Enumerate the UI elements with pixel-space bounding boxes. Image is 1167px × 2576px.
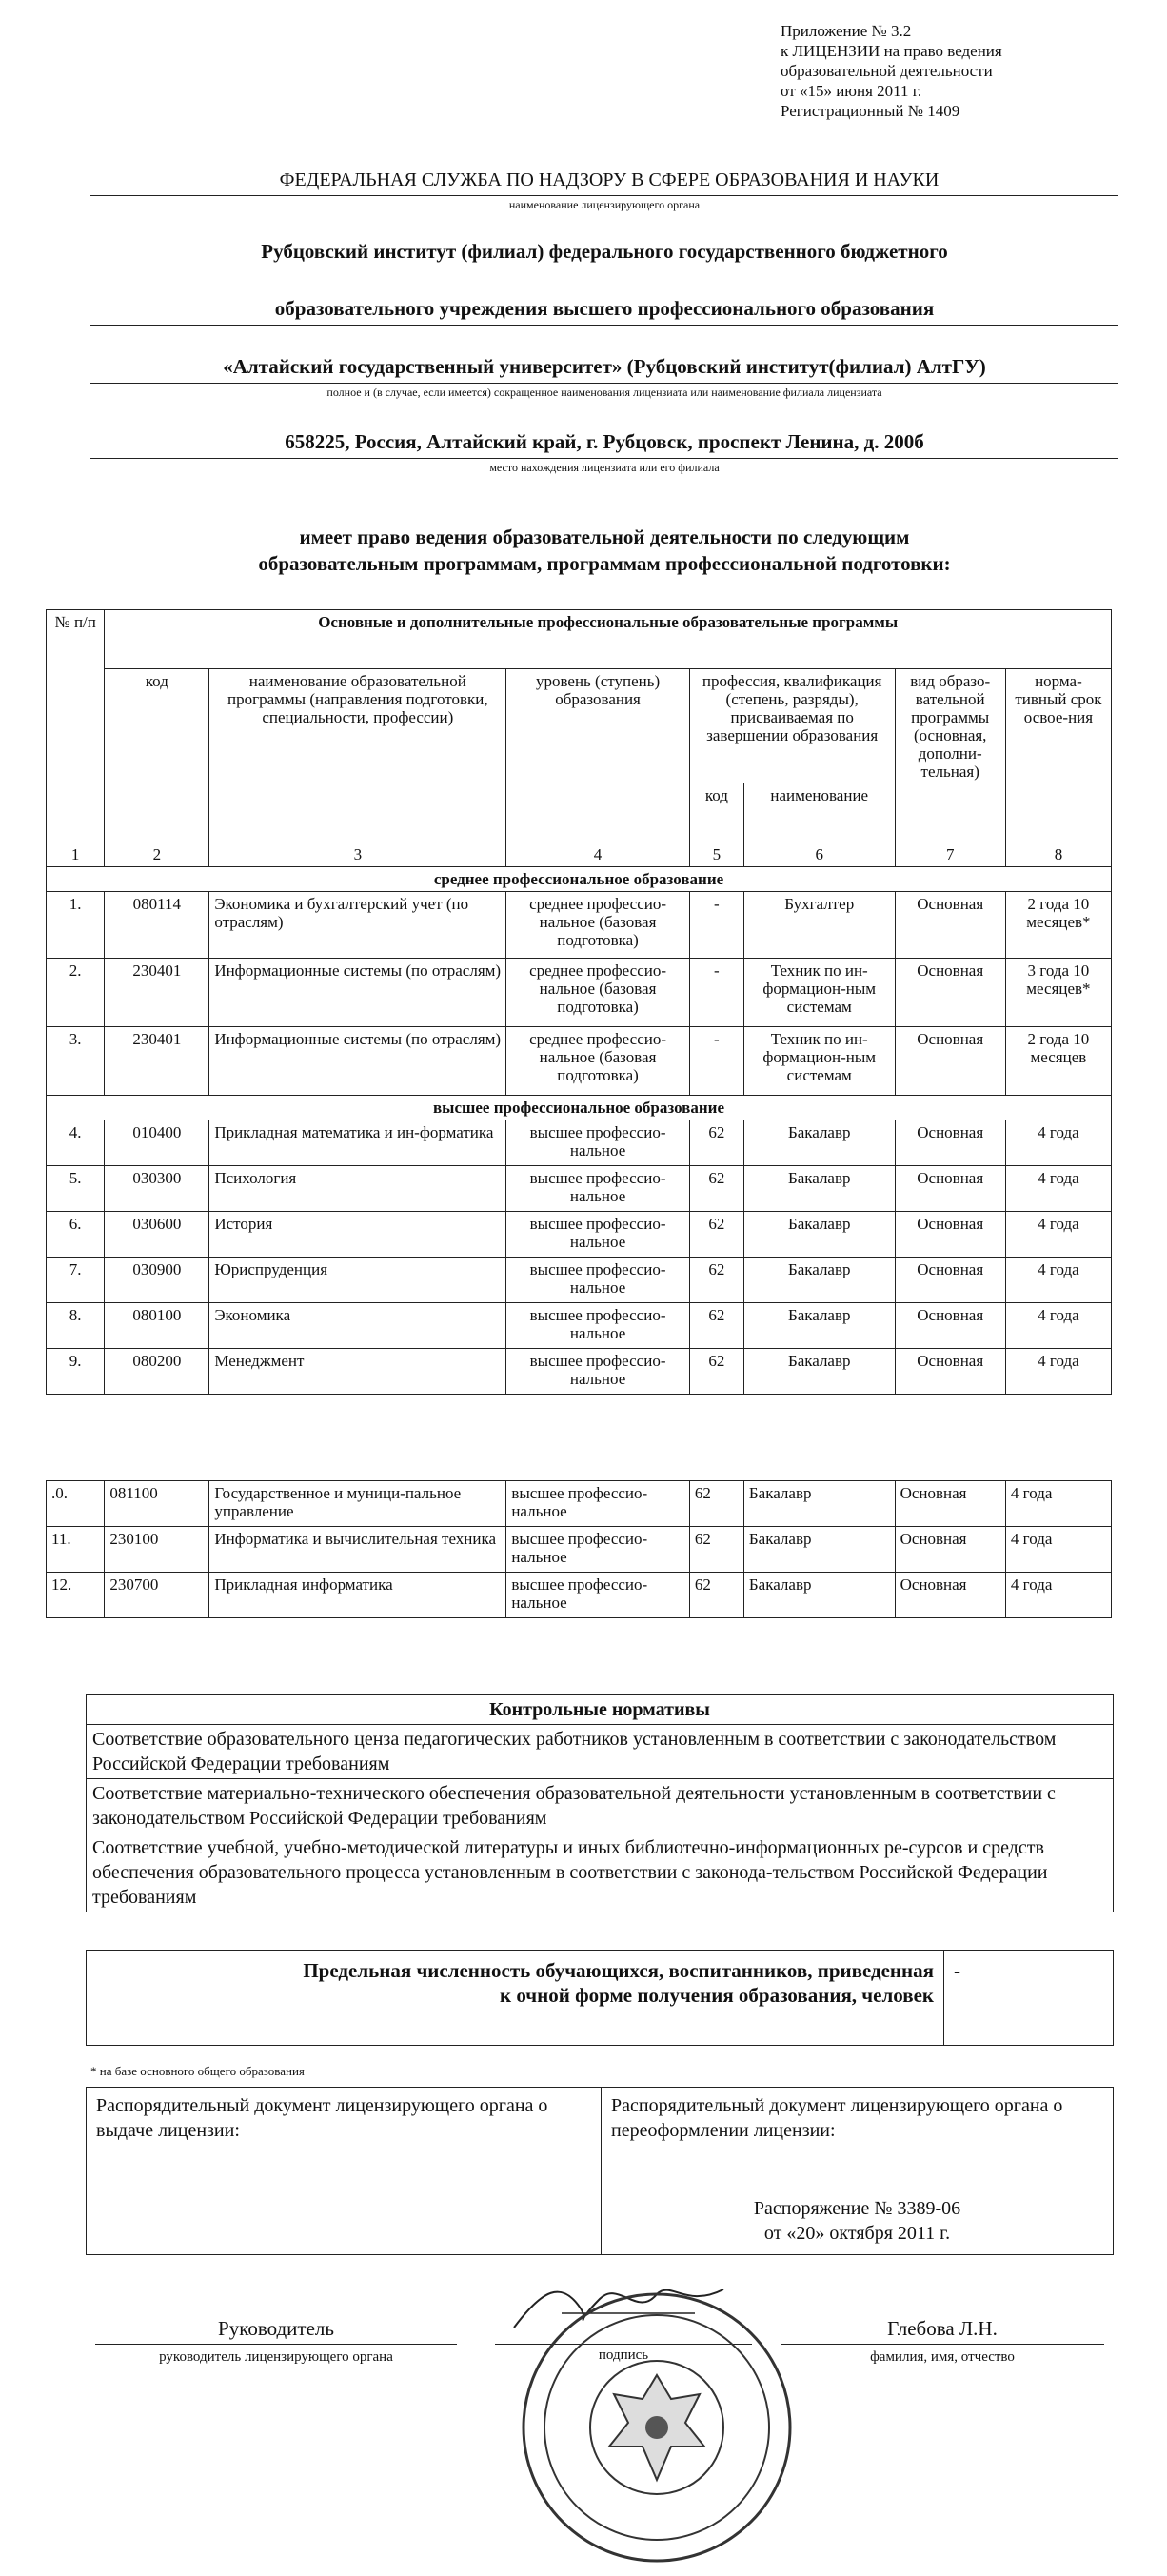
- table-row: [47, 1349, 1112, 1395]
- appendix-line: образовательной деятельности: [781, 62, 993, 80]
- row-term: 2 года 10 месяцев*: [1005, 892, 1111, 959]
- row-qname: Бакалавр: [743, 1481, 895, 1527]
- name-caption: фамилия, имя, отчество: [870, 2349, 1015, 2365]
- row-name: Информатика и вычислительная техника: [209, 1527, 506, 1573]
- order-reissue-date: от «20» октября 2011 г.: [763, 2223, 951, 2244]
- appendix-line: от «15» июня 2011 г.: [781, 82, 922, 100]
- row-number: .0.: [47, 1481, 105, 1527]
- row-name: Прикладная информатика: [209, 1573, 506, 1618]
- row-name: Экономика: [209, 1303, 506, 1349]
- col-number: 7: [895, 842, 1005, 867]
- row-qname: Бакалавр: [743, 1349, 895, 1395]
- row-level: высшее профессио-нальное: [506, 1573, 689, 1618]
- row-level: высшее профессио-нальное: [506, 1212, 689, 1258]
- rule: [90, 458, 1118, 459]
- footnote: * на базе основного общего образования: [90, 2064, 305, 2078]
- row-term: 4 года: [1005, 1258, 1111, 1303]
- limit-label-line: Предельная численность обучающихся, воспитанников, приведенная: [303, 1959, 934, 1982]
- row-term: 4 года: [1005, 1481, 1111, 1527]
- row-qcode: 62: [689, 1573, 743, 1618]
- row-level: высшее профессио-нальное: [506, 1303, 689, 1349]
- appendix-line: к ЛИЦЕНЗИИ на право ведения: [781, 42, 1002, 60]
- row-term: 4 года: [1005, 1212, 1111, 1258]
- table-row: [47, 1481, 1112, 1527]
- licensee-line-2: образовательного учреждения высшего профессионального образования: [274, 297, 935, 320]
- row-code: 010400: [105, 1120, 209, 1166]
- row-kind: Основная: [895, 1349, 1005, 1395]
- table-row: [47, 1258, 1112, 1303]
- row-number: 4.: [47, 1120, 105, 1166]
- section-heading: среднее профессиональное образование: [47, 867, 1112, 892]
- row-qcode: -: [689, 959, 743, 1027]
- table-row: [47, 1527, 1112, 1573]
- limit-label: [87, 1951, 944, 2046]
- programs-table-continued: [46, 1480, 1112, 1618]
- control-item: Соответствие материально-технического обеспечения образовательной деятельности установленным в соответствии с законодательством Российской Федерации требованиям: [87, 1779, 1114, 1833]
- col-number: 6: [743, 842, 895, 867]
- row-level: высшее профессио-нальное: [506, 1481, 689, 1527]
- row-qname: Техник по ин-формацион-ным системам: [743, 959, 895, 1027]
- table-row: [47, 1303, 1112, 1349]
- rule: [90, 325, 1118, 326]
- rule: [90, 195, 1118, 196]
- section-heading: высшее профессиональное образование: [47, 1096, 1112, 1120]
- row-term: 2 года 10 месяцев: [1005, 1027, 1111, 1096]
- signature-caption: подпись: [598, 2348, 649, 2363]
- row-qcode: -: [689, 1027, 743, 1096]
- row-qname: Бакалавр: [743, 1303, 895, 1349]
- row-kind: Основная: [895, 1120, 1005, 1166]
- row-kind: Основная: [895, 1166, 1005, 1212]
- header-kind: вид образо-вательной программы (основная, дополни-тельная): [895, 669, 1005, 842]
- row-qcode: 62: [689, 1212, 743, 1258]
- row-qname: Бухгалтер: [743, 892, 895, 959]
- row-name: Экономика и бухгалтерский учет (по отраслям): [209, 892, 506, 959]
- signatory-name: Глебова Л.Н.: [887, 2317, 998, 2340]
- row-number: 7.: [47, 1258, 105, 1303]
- limit-value: -: [944, 1951, 1114, 2046]
- orders-table: [86, 2087, 1114, 2255]
- signatory-role: Руководитель: [218, 2317, 334, 2340]
- row-qcode: 62: [689, 1527, 743, 1573]
- right-statement-line-2: образовательным программам, программам профессиональной подготовки:: [258, 552, 951, 575]
- table-row: [47, 892, 1112, 959]
- row-qname: Бакалавр: [743, 1573, 895, 1618]
- row-number: 6.: [47, 1212, 105, 1258]
- control-item: Соответствие образовательного ценза педагогических работников установленным в соответствии с законодательством Российской Федерации требованиям: [87, 1725, 1114, 1779]
- row-code: 230401: [105, 1027, 209, 1096]
- agency-caption: наименование лицензирующего органа: [508, 198, 701, 211]
- row-code: 230100: [105, 1527, 209, 1573]
- header-group: Основные и дополнительные профессиональные образовательные программы: [105, 610, 1112, 669]
- row-qname: Бакалавр: [743, 1527, 895, 1573]
- row-term: 3 года 10 месяцев*: [1005, 959, 1111, 1027]
- col-number: 4: [506, 842, 689, 867]
- row-name: Государственное и муници-пальное управление: [209, 1481, 506, 1527]
- limit-label-line: к очной форме получения образования, человек: [499, 1984, 934, 2007]
- row-term: 4 года: [1005, 1573, 1111, 1618]
- row-qcode: 62: [689, 1258, 743, 1303]
- licensee-line-1: Рубцовский институт (филиал) федерального государственного бюджетного: [261, 240, 948, 263]
- appendix-line: Регистрационный № 1409: [781, 102, 960, 120]
- table-row: [47, 1120, 1112, 1166]
- row-level: высшее профессио-нальное: [506, 1258, 689, 1303]
- address-caption: место нахождения лицензиата или его филиала: [489, 461, 720, 474]
- row-number: 3.: [47, 1027, 105, 1096]
- licensee-line-3: «Алтайский государственный университет» (Рубцовский институт(филиал) АлтГУ): [223, 355, 986, 378]
- row-number: 1.: [47, 892, 105, 959]
- role-caption: руководитель лицензирующего органа: [159, 2349, 393, 2365]
- col-number: 1: [47, 842, 105, 867]
- row-qname: Бакалавр: [743, 1212, 895, 1258]
- row-number: 8.: [47, 1303, 105, 1349]
- row-kind: Основная: [895, 1258, 1005, 1303]
- row-term: 4 года: [1005, 1120, 1111, 1166]
- col-number: 5: [689, 842, 743, 867]
- table-row: [47, 959, 1112, 1027]
- col-number: 8: [1005, 842, 1111, 867]
- table-row: [47, 1166, 1112, 1212]
- row-number: 2.: [47, 959, 105, 1027]
- column-numbers-row: [47, 842, 1112, 867]
- row-qname: Бакалавр: [743, 1120, 895, 1166]
- official-seal-icon: [514, 2285, 800, 2570]
- row-term: 4 года: [1005, 1349, 1111, 1395]
- row-qname: Бакалавр: [743, 1258, 895, 1303]
- row-name: История: [209, 1212, 506, 1258]
- row-number: 11.: [47, 1527, 105, 1573]
- order-issue: Распорядительный документ лицензирующего органа о выдаче лицензии:: [87, 2088, 602, 2190]
- rule: [781, 2344, 1104, 2345]
- table-row: [47, 1573, 1112, 1618]
- row-code: 080114: [105, 892, 209, 959]
- row-qcode: 62: [689, 1481, 743, 1527]
- row-number: 12.: [47, 1573, 105, 1618]
- order-reissue: Распорядительный документ лицензирующего органа о переоформлении лицензии:: [602, 2088, 1114, 2190]
- header-code: код: [105, 669, 209, 842]
- row-code: 230401: [105, 959, 209, 1027]
- appendix-block: [781, 21, 1002, 121]
- row-kind: Основная: [895, 1212, 1005, 1258]
- row-code: 080200: [105, 1349, 209, 1395]
- appendix-line: Приложение № 3.2: [781, 22, 912, 40]
- col-number: 3: [209, 842, 506, 867]
- limit-table: [86, 1950, 1114, 2046]
- row-qcode: 62: [689, 1166, 743, 1212]
- row-kind: Основная: [895, 1027, 1005, 1096]
- row-code: 030600: [105, 1212, 209, 1258]
- row-number: 5.: [47, 1166, 105, 1212]
- row-name: Менеджмент: [209, 1349, 506, 1395]
- header-term: норма-тивный срок освое-ния: [1005, 669, 1111, 842]
- col-number: 2: [105, 842, 209, 867]
- header-qname: наименование: [743, 783, 895, 842]
- row-qname: Техник по ин-формацион-ным системам: [743, 1027, 895, 1096]
- row-level: высшее профессио-нальное: [506, 1527, 689, 1573]
- row-kind: Основная: [895, 892, 1005, 959]
- row-level: высшее профессио-нальное: [506, 1166, 689, 1212]
- row-name: Прикладная математика и ин-форматика: [209, 1120, 506, 1166]
- row-code: 030300: [105, 1166, 209, 1212]
- row-level: среднее профессио-нальное (базовая подготовка): [506, 1027, 689, 1096]
- row-term: 4 года: [1005, 1166, 1111, 1212]
- row-number: 9.: [47, 1349, 105, 1395]
- control-item: Соответствие учебной, учебно-методической литературы и иных библиотечно-информационных ре-сурсов и средств обеспечения образовательного процесса установленным в соответствии с законода-тельством Российской Федерации требованиям: [87, 1833, 1114, 1912]
- row-kind: Основная: [895, 1303, 1005, 1349]
- order-reissue-doc: [602, 2190, 1114, 2255]
- order-issue-doc: [87, 2190, 602, 2255]
- rule: [95, 2344, 457, 2345]
- control-norms-table: [86, 1694, 1114, 1912]
- header-level: уровень (ступень) образования: [506, 669, 689, 842]
- row-qname: Бакалавр: [743, 1166, 895, 1212]
- row-term: 4 года: [1005, 1303, 1111, 1349]
- licensee-address: 658225, Россия, Алтайский край, г. Рубцовск, проспект Ленина, д. 200б: [285, 430, 924, 453]
- header-qcode: код: [689, 783, 743, 842]
- header-qualification: профессия, квалификация (степень, разряды), присваиваемая по завершении образования: [689, 669, 895, 783]
- row-level: высшее профессио-нальное: [506, 1349, 689, 1395]
- table-row: [47, 1027, 1112, 1096]
- licensee-caption: полное и (в случае, если имеется) сокращенное наименования лицензиата или наименование филиала лицензиата: [326, 386, 882, 399]
- row-kind: Основная: [895, 1573, 1005, 1618]
- row-kind: Основная: [895, 959, 1005, 1027]
- row-kind: Основная: [895, 1527, 1005, 1573]
- row-code: 230700: [105, 1573, 209, 1618]
- row-name: Информационные системы (по отраслям): [209, 1027, 506, 1096]
- row-name: Информационные системы (по отраслям): [209, 959, 506, 1027]
- row-level: высшее профессио-нальное: [506, 1120, 689, 1166]
- row-name: Психология: [209, 1166, 506, 1212]
- rule: [90, 383, 1118, 384]
- row-term: 4 года: [1005, 1527, 1111, 1573]
- row-kind: Основная: [895, 1481, 1005, 1527]
- row-name: Юриспруденция: [209, 1258, 506, 1303]
- header-num: № п/п: [47, 610, 105, 842]
- right-statement-line-1: имеет право ведения образовательной деятельности по следующим: [299, 525, 910, 548]
- table-row: [47, 1212, 1112, 1258]
- row-qcode: -: [689, 892, 743, 959]
- row-code: 030900: [105, 1258, 209, 1303]
- order-reissue-number: Распоряжение № 3389-06: [753, 2198, 961, 2219]
- agency-name: ФЕДЕРАЛЬНАЯ СЛУЖБА ПО НАДЗОРУ В СФЕРЕ ОБРАЗОВАНИЯ И НАУКИ: [279, 169, 940, 190]
- row-code: 080100: [105, 1303, 209, 1349]
- control-title: Контрольные нормативы: [87, 1695, 1114, 1725]
- row-code: 081100: [105, 1481, 209, 1527]
- row-level: среднее профессио-нальное (базовая подготовка): [506, 959, 689, 1027]
- header-name: наименование образовательной программы (направления подготовки, специальности, профессии): [209, 669, 506, 842]
- row-qcode: 62: [689, 1120, 743, 1166]
- row-qcode: 62: [689, 1303, 743, 1349]
- programs-table: [46, 609, 1112, 1395]
- row-qcode: 62: [689, 1349, 743, 1395]
- row-level: среднее профессио-нальное (базовая подготовка): [506, 892, 689, 959]
